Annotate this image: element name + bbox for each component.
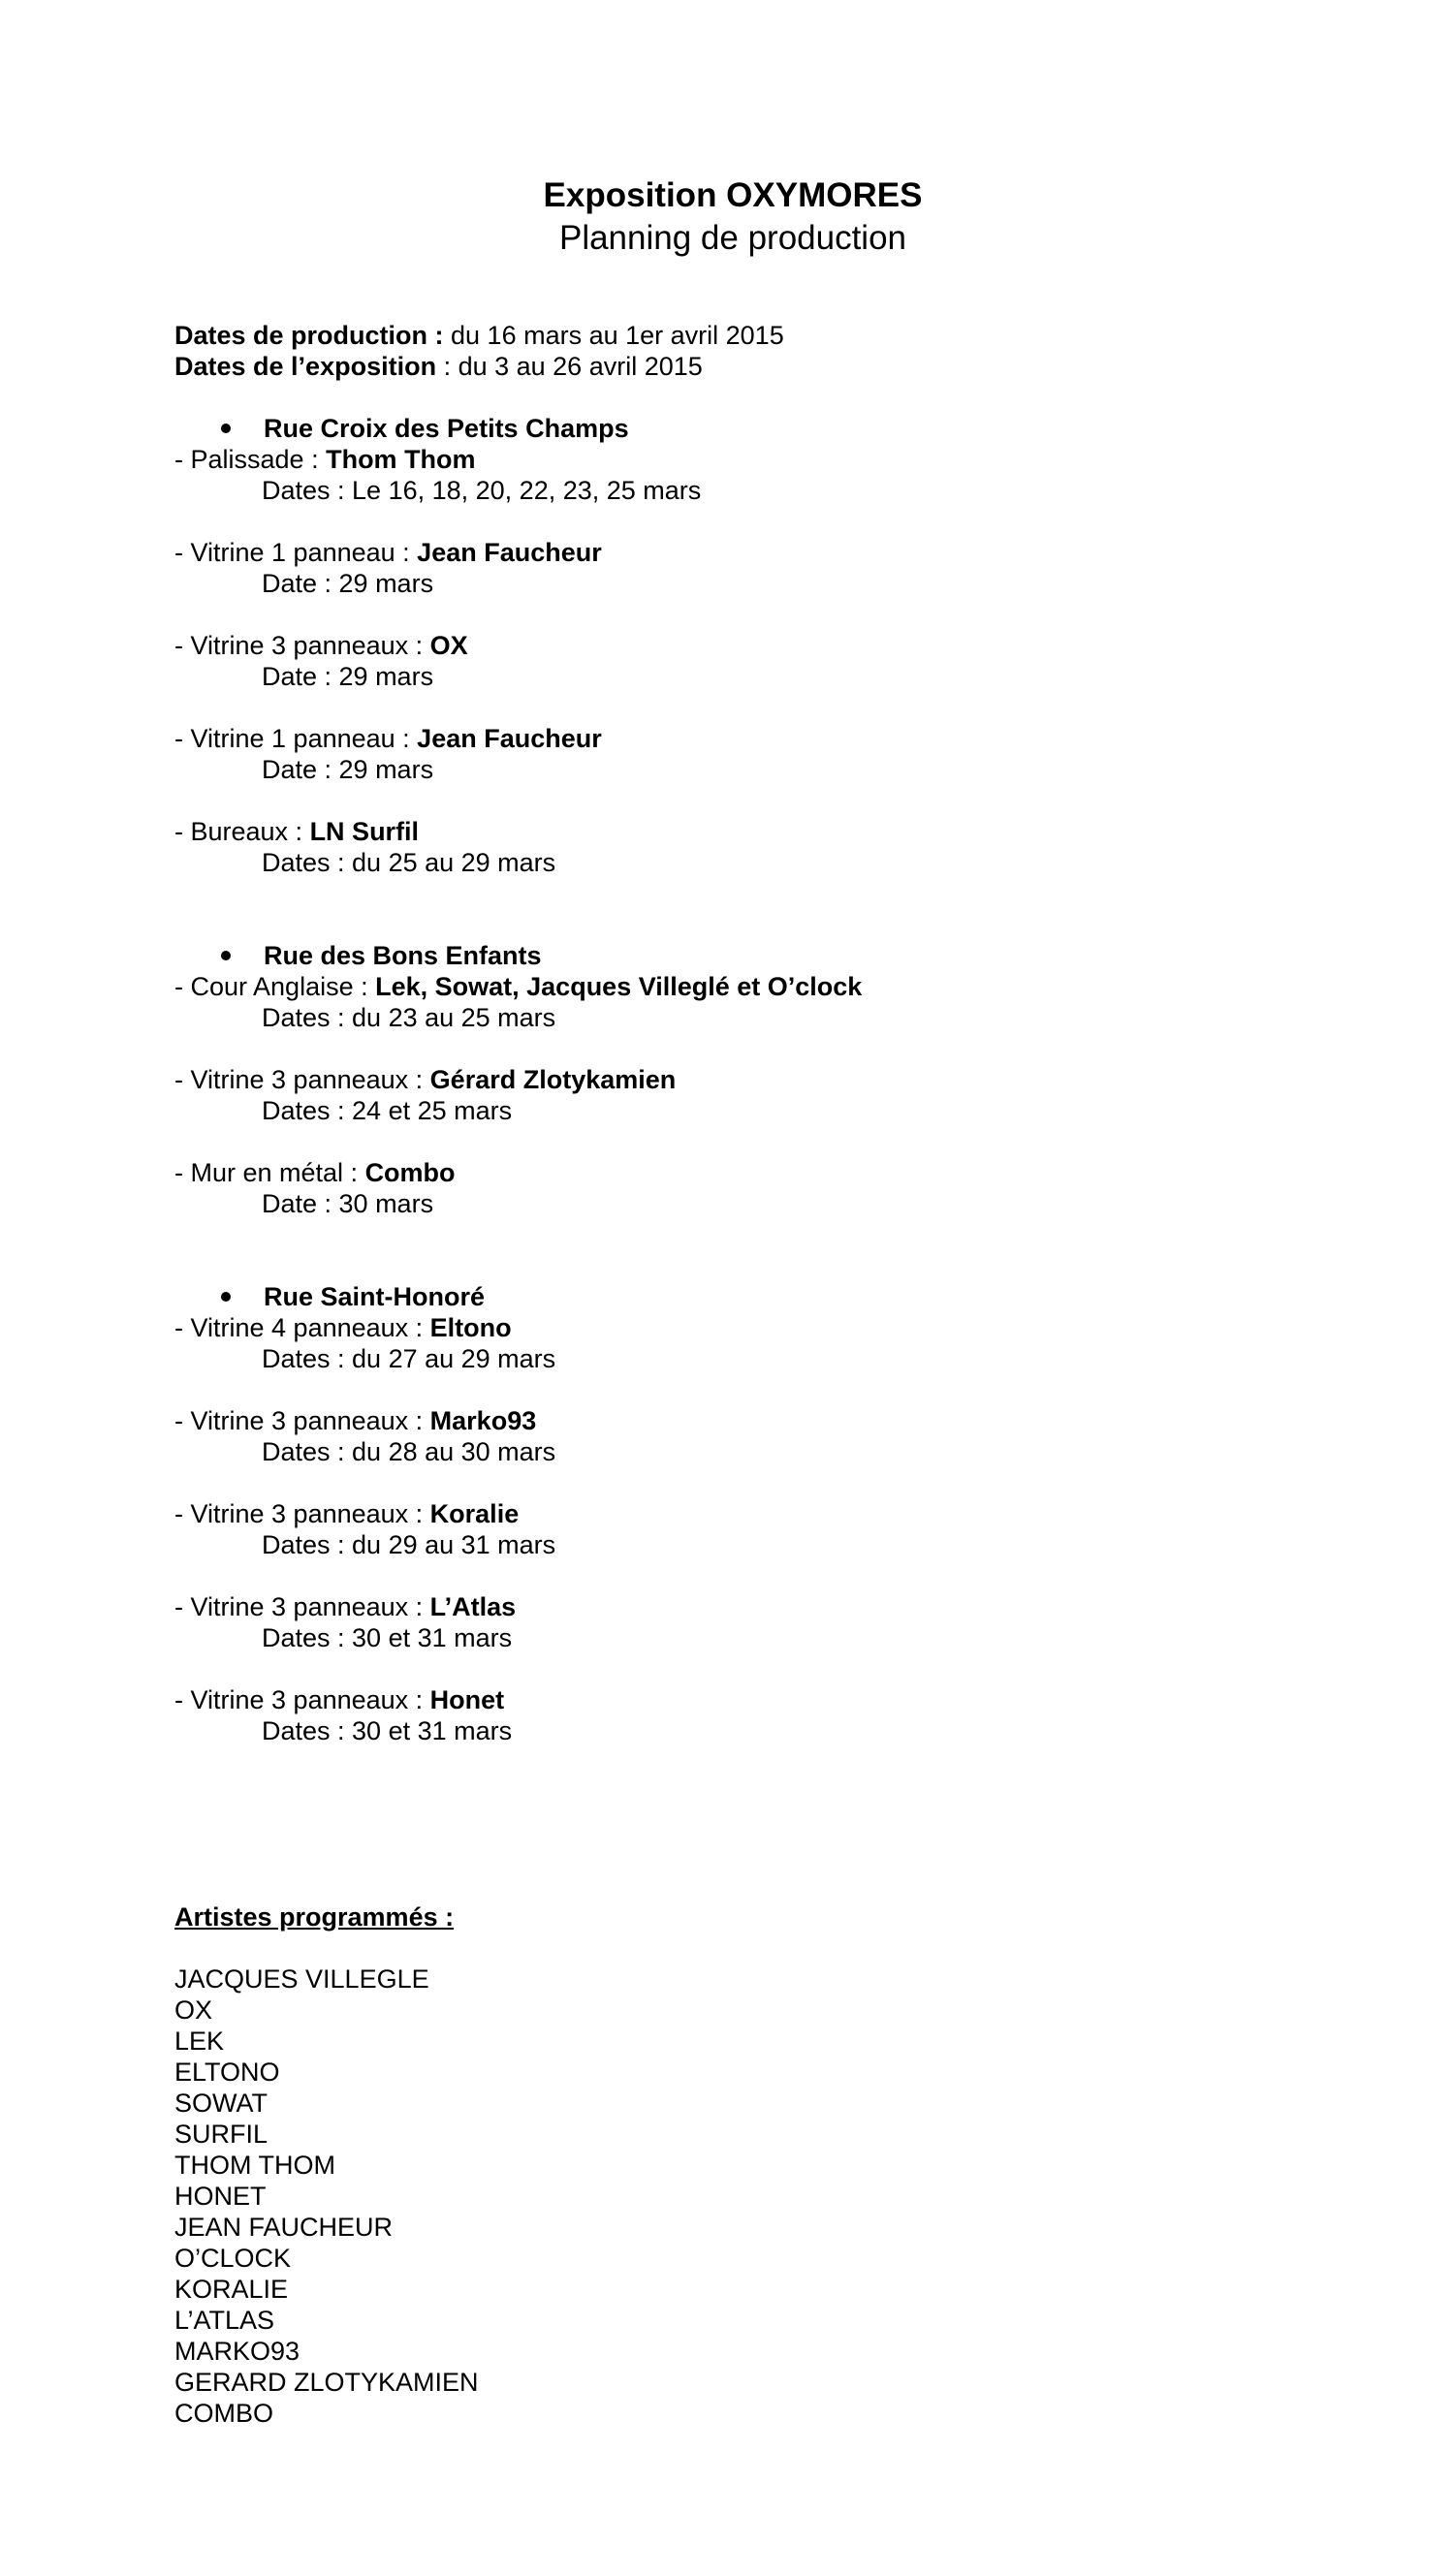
item-dates: Dates : du 27 au 29 mars — [262, 1344, 556, 1373]
item-label: - Vitrine 3 panneaux : — [174, 1592, 430, 1621]
list-item: THOM THOM — [174, 2151, 335, 2180]
artists-heading: Artistes programmés : — [174, 1902, 455, 1932]
item-label: - Vitrine 1 panneau : — [174, 724, 418, 753]
list-item — [174, 971, 1338, 1033]
item-label: - Vitrine 1 panneau : — [174, 538, 418, 567]
item-title — [174, 1064, 1338, 1095]
section-title: Rue Croix des Petits Champs — [264, 414, 629, 443]
item-artist: Marko93 — [429, 1406, 537, 1435]
list-item — [174, 1591, 1338, 1653]
item-artist: Lek, Sowat, Jacques Villeglé et O’clock — [375, 972, 863, 1001]
list-item: JACQUES VILLEGLE — [174, 1964, 429, 1994]
item-dates: Dates : 30 et 31 mars — [262, 1716, 513, 1745]
item-label: - Bureaux : — [174, 817, 310, 846]
item-title — [174, 816, 1338, 847]
item-label: - Cour Anglaise : — [174, 972, 376, 1001]
page-title: Exposition OXYMORES — [543, 176, 923, 214]
item-title — [174, 630, 1338, 661]
item-title — [174, 1498, 1338, 1529]
item-title — [174, 537, 1338, 568]
item-artist: LN Surfil — [309, 817, 420, 846]
item-dates: Date : 29 mars — [262, 662, 434, 691]
section-title: Rue Saint-Honoré — [264, 1282, 486, 1311]
list-item — [174, 816, 1338, 878]
item-dates: Date : 29 mars — [262, 755, 434, 784]
list-item: GERARD ZLOTYKAMIEN — [174, 2368, 479, 2397]
list-item: OX — [174, 1995, 213, 2025]
list-item: LEK — [174, 2026, 225, 2056]
item-artist: Jean Faucheur — [417, 538, 602, 567]
list-item — [174, 1405, 1338, 1467]
item-dates: Dates : du 28 au 30 mars — [262, 1437, 556, 1466]
list-item — [174, 1064, 1338, 1126]
section-title: Rue des Bons Enfants — [264, 941, 542, 970]
exposition-dates-value: : du 3 au 26 avril 2015 — [436, 352, 703, 381]
list-item: O’CLOCK — [174, 2244, 292, 2273]
item-label: - Vitrine 3 panneaux : — [174, 1065, 430, 1094]
item-title — [174, 1405, 1338, 1436]
list-item: MARKO93 — [174, 2337, 300, 2366]
list-item — [174, 630, 1338, 692]
list-item — [174, 1312, 1338, 1374]
item-label: - Vitrine 3 panneaux : — [174, 1499, 430, 1528]
item-label: - Mur en métal : — [174, 1158, 365, 1187]
item-dates: Dates : 24 et 25 mars — [262, 1096, 513, 1125]
item-title — [174, 1684, 1338, 1715]
document-content — [174, 320, 1338, 2429]
item-title — [174, 1312, 1338, 1343]
item-title — [174, 1591, 1338, 1622]
page-subtitle: Planning de production — [558, 219, 907, 257]
item-label: - Vitrine 3 panneaux : — [174, 1685, 430, 1714]
bullet-icon — [221, 424, 231, 433]
item-artist: L’Atlas — [429, 1592, 517, 1621]
item-label: - Vitrine 3 panneaux : — [174, 1406, 430, 1435]
item-artist: Honet — [429, 1685, 505, 1714]
list-item — [174, 723, 1338, 785]
exposition-dates-label: Dates de l’exposition — [174, 352, 437, 381]
list-item — [174, 1157, 1338, 1219]
item-dates: Dates : du 25 au 29 mars — [262, 848, 556, 877]
item-dates: Dates : Le 16, 18, 20, 22, 23, 25 mars — [262, 476, 702, 505]
list-item: KORALIE — [174, 2275, 289, 2304]
bullet-icon — [221, 951, 231, 960]
item-dates: Dates : du 23 au 25 mars — [262, 1003, 556, 1032]
artists-list — [174, 1963, 1338, 2429]
item-title — [174, 444, 1338, 475]
production-dates-label: Dates de production : — [174, 321, 444, 350]
item-artist: Eltono — [429, 1313, 512, 1342]
item-label: - Vitrine 3 panneaux : — [174, 631, 430, 660]
item-title — [174, 971, 1338, 1002]
item-artist: Thom Thom — [326, 445, 476, 474]
list-item: SURFIL — [174, 2120, 269, 2149]
title-block — [0, 174, 1454, 260]
item-label: - Vitrine 4 panneaux : — [174, 1313, 430, 1342]
item-artist: OX — [429, 631, 468, 660]
list-item: HONET — [174, 2182, 267, 2211]
section-heading — [174, 413, 1338, 444]
item-dates: Date : 29 mars — [262, 569, 434, 598]
list-item — [174, 1684, 1338, 1746]
production-dates — [174, 320, 1338, 351]
item-label: - Palissade : — [174, 445, 327, 474]
list-item: SOWAT — [174, 2089, 268, 2118]
item-title — [174, 723, 1338, 754]
list-item — [174, 444, 1338, 506]
item-dates: Date : 30 mars — [262, 1189, 434, 1218]
section-heading — [174, 940, 1338, 971]
item-artist: Gérard Zlotykamien — [429, 1065, 677, 1094]
list-item — [174, 537, 1338, 599]
item-artist: Koralie — [429, 1499, 520, 1528]
production-dates-value: du 16 mars au 1er avril 2015 — [443, 321, 784, 350]
item-artist: Combo — [364, 1158, 456, 1187]
list-item: L’ATLAS — [174, 2306, 275, 2335]
bullet-icon — [221, 1292, 231, 1302]
item-title — [174, 1157, 1338, 1188]
item-dates: Dates : du 29 au 31 mars — [262, 1530, 556, 1559]
item-dates: Dates : 30 et 31 mars — [262, 1623, 513, 1652]
item-artist: Jean Faucheur — [417, 724, 602, 753]
list-item: ELTONO — [174, 2058, 280, 2087]
list-item — [174, 1498, 1338, 1560]
exposition-dates — [174, 351, 1338, 382]
list-item: JEAN FAUCHEUR — [174, 2213, 394, 2242]
list-item: COMBO — [174, 2399, 274, 2428]
section-heading — [174, 1281, 1338, 1312]
